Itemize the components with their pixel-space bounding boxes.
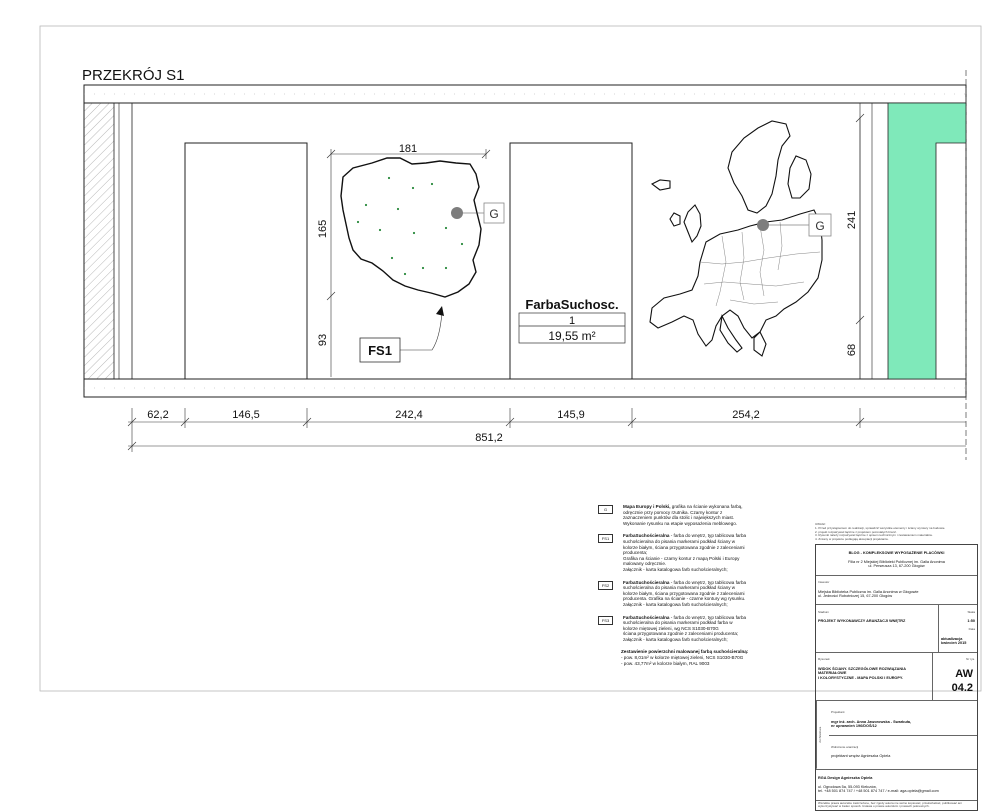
dim-right-upper: 241	[846, 210, 858, 230]
city-marker	[412, 187, 414, 189]
greece-outline	[754, 332, 766, 356]
dim-poland-height: 165	[317, 219, 329, 239]
city-marker	[445, 227, 447, 229]
finish-leader	[400, 312, 442, 350]
finish-arrow	[436, 306, 444, 316]
legend-title: FarbaSuchościeralna	[623, 579, 670, 585]
legend-description: - farba do wnętrz, typ tablicowa farba suchościeralna do pisania markerami podkład ściany w kolorze białym, ściana przygotowana zgodnie z zaleceniami producenta. Grafika na ścianie - czarne kontury wg rysunku. załącznik - karta katalogowa farb suchościeralnych;	[623, 579, 747, 607]
legend-summary	[621, 649, 793, 666]
cowork-label: Wdrożenie aranżacji	[831, 744, 859, 749]
project-name: BLOG - KOMPLEKSOWE WYPOSAŻENIE PLACÓWKI	[848, 550, 945, 555]
legend-description: grafika na ścianie wykonana farbą, odręcznie przy pomocy rzutnika. Czarny kontur z zaznaczeniem punktów dla stolic i największych miast. Wykonanie rysunku na etapie wyposażenia meblowego.	[623, 504, 743, 526]
europe-map	[650, 121, 825, 356]
continent-outline	[650, 210, 825, 346]
paint-name: FarbaSuchosc.	[525, 297, 619, 312]
right-dimensions	[856, 114, 864, 379]
office: RGA Design Agnieszka Opiela	[818, 775, 873, 780]
designer: mgr inż. arch. Anna Jaworowska - Swarbuła, nr uprawnień 196/DOŚ/12	[831, 719, 912, 729]
title-block-table	[815, 544, 978, 811]
paint-table	[519, 297, 625, 343]
city-marker	[379, 229, 381, 231]
investor-label: Inwestor	[818, 580, 830, 585]
drawing-number: AW 04.2	[951, 667, 973, 694]
designer-row	[816, 701, 977, 770]
poland-outline	[341, 158, 481, 297]
city-marker	[461, 243, 463, 245]
poland-map	[341, 158, 504, 297]
elevation-outline	[84, 85, 966, 397]
city-marker	[397, 208, 399, 210]
italy-outline	[720, 316, 742, 352]
legend-description: - farba do wnętrz, typ tablicowa farba suchościeralna do pisania markerami podkład ściany w kolorze białym, ściana przygotowana zgodnie z zaleceniami producenta; Grafika na ścianie - czarny kontur z mapą Polski i Europy malowany odręcznie. załącznik - karta katalogowa farb suchościeralnych;	[623, 533, 747, 572]
copyright: Wszelkie prawa autorskie zastrzeżone, bez zgody autora nie wolno kopiować, przekształcać, publikować ani wykorzystywać w żaden sposób. Ustawa o prawie autorskim i prawach pokrewnych.	[818, 800, 962, 809]
hatched-wall	[84, 103, 114, 379]
legend-item	[598, 533, 793, 572]
city-marker	[422, 267, 424, 269]
middle-panel	[510, 143, 632, 379]
paint-count: 1	[568, 315, 576, 327]
scale-label: Skala	[967, 609, 975, 614]
date-label: Data	[968, 627, 975, 632]
dim-left-lower: 93	[317, 333, 329, 347]
dim-bottom-5: 254,2	[732, 409, 760, 421]
material-legend	[598, 504, 793, 673]
project-row	[816, 545, 977, 576]
drawing-label: Rysunek	[818, 657, 830, 662]
scandinavia-outline	[728, 121, 790, 213]
legend-item	[598, 615, 793, 643]
drawing-name: WIDOK ŚCIANY. SZCZEGÓŁOWE ROZWIĄZANIA MATERIAŁOWE I KOLORYSTYCZNE - MAPA POLSKI I EUROPY.	[818, 666, 906, 680]
finish-tag: FS1	[368, 343, 392, 358]
city-marker	[388, 177, 390, 179]
dim-poland-width: 181	[398, 143, 418, 155]
legend-description: - farba do wnętrz, typ tablicowa farba suchościeralna do pisania markerami podkład farba w kolorze miętowej zieleni, wg NCS S1030-B70G ściana przygotowana zgodnie z zaleceniami producenta; załącznik - karta katalogowa farb suchościeralnych;	[623, 614, 747, 642]
cowork: projektant wnętrz Agnieszka Opiela	[831, 754, 891, 759]
legend-title: FarbaSuchościeralna	[623, 533, 670, 539]
date: aktualizacja kwiecień 2015	[941, 636, 967, 646]
paint-area: 19,55 m²	[548, 329, 596, 343]
capital-marker	[757, 219, 769, 231]
number-label: Nr rys.	[966, 657, 975, 662]
dim-bottom-4: 145,9	[557, 409, 585, 421]
side-label: Architektura	[816, 701, 829, 769]
legend-item	[598, 504, 793, 526]
legend-tag: FS1	[598, 534, 613, 543]
investor-row	[816, 576, 977, 606]
dim-right-lower: 68	[846, 343, 858, 357]
graphic-tag: G	[489, 207, 499, 221]
city-marker	[445, 267, 447, 269]
finland-outline	[788, 156, 811, 198]
legend-tag: FS2	[598, 581, 613, 590]
designer-label: Projektant	[831, 710, 845, 715]
dim-total: 851,2	[475, 432, 503, 444]
legend-title: Mapa Europy i Polski,	[623, 504, 671, 509]
notes: UWAGI: 1. Przed przystąpieniem do realizacji, sprawdzić wszystkie elementy i ściany wymiary na budowie. 2. projekt rozpatrywać łącznie z projektem pozostałych branż. 3. Rysunki należy rozpatrywać łącznie z opisem technicznym i zestawieniem materiałów. 4. Zmiany w projekcie podlegają akceptacji projektanta.	[815, 522, 946, 542]
city-marker	[404, 273, 406, 275]
summary-text: - pow. 8,01m² w kolorze miętowej zieleni, NCS S1030-B70G - pow. 43,77m² w kolorze białym, RAL 9003	[621, 655, 744, 666]
drawing-row	[816, 653, 977, 702]
section-title: PRZEKRÓJ S1	[82, 67, 185, 84]
office-row	[816, 770, 977, 801]
ireland-outline	[670, 213, 680, 226]
legend-item	[598, 580, 793, 608]
stage-label: Stadium	[818, 609, 830, 614]
legend-tag: G	[598, 505, 613, 514]
stage-row	[816, 605, 977, 652]
wall-elevation	[84, 85, 966, 397]
title-block	[815, 523, 978, 811]
left-panel	[185, 143, 307, 379]
city-marker	[413, 232, 415, 234]
mint-panel	[888, 103, 966, 379]
dim-bottom-3: 242,4	[395, 409, 423, 421]
graphic-tag: G	[815, 219, 825, 233]
stage: PROJEKT WYKONAWCZY ARANŻACJI WNĘTRZ	[818, 619, 906, 624]
britain-outline	[684, 205, 701, 242]
office-address: ul. Ogrodowa 5a, 55-093 Kiełczów, tel. +48 501 874 747 / +48 501 874 747 / e-mail: aga.opiela@gmail.com	[818, 784, 939, 794]
dim-bottom-1: 62,2	[147, 409, 169, 421]
dim-bottom-2: 146,5	[232, 409, 260, 421]
capital-marker	[451, 207, 463, 219]
project-place: Filia nr 2 Miejskiej Biblioteki Publicznej im. Galla Anonima ul. Perseusza 13, 67-200 Głogów	[848, 559, 945, 569]
summary-title: Zestawienie powierzchni malowanej farbą suchościeralną:	[621, 649, 749, 655]
scale: 1:50	[967, 619, 975, 624]
city-marker	[391, 257, 393, 259]
city-marker	[431, 183, 433, 185]
legend-tag: FS3	[598, 616, 613, 625]
city-marker	[365, 204, 367, 206]
legend-title: FarbaSuchościeralna	[623, 614, 670, 620]
investor: Miejska Biblioteka Publiczna im. Galla Anonima w Głogowie ul. Jedności Robotniczej 15, 67-200 Głogów	[818, 589, 919, 599]
city-marker	[357, 221, 359, 223]
iceland-outline	[652, 180, 670, 190]
